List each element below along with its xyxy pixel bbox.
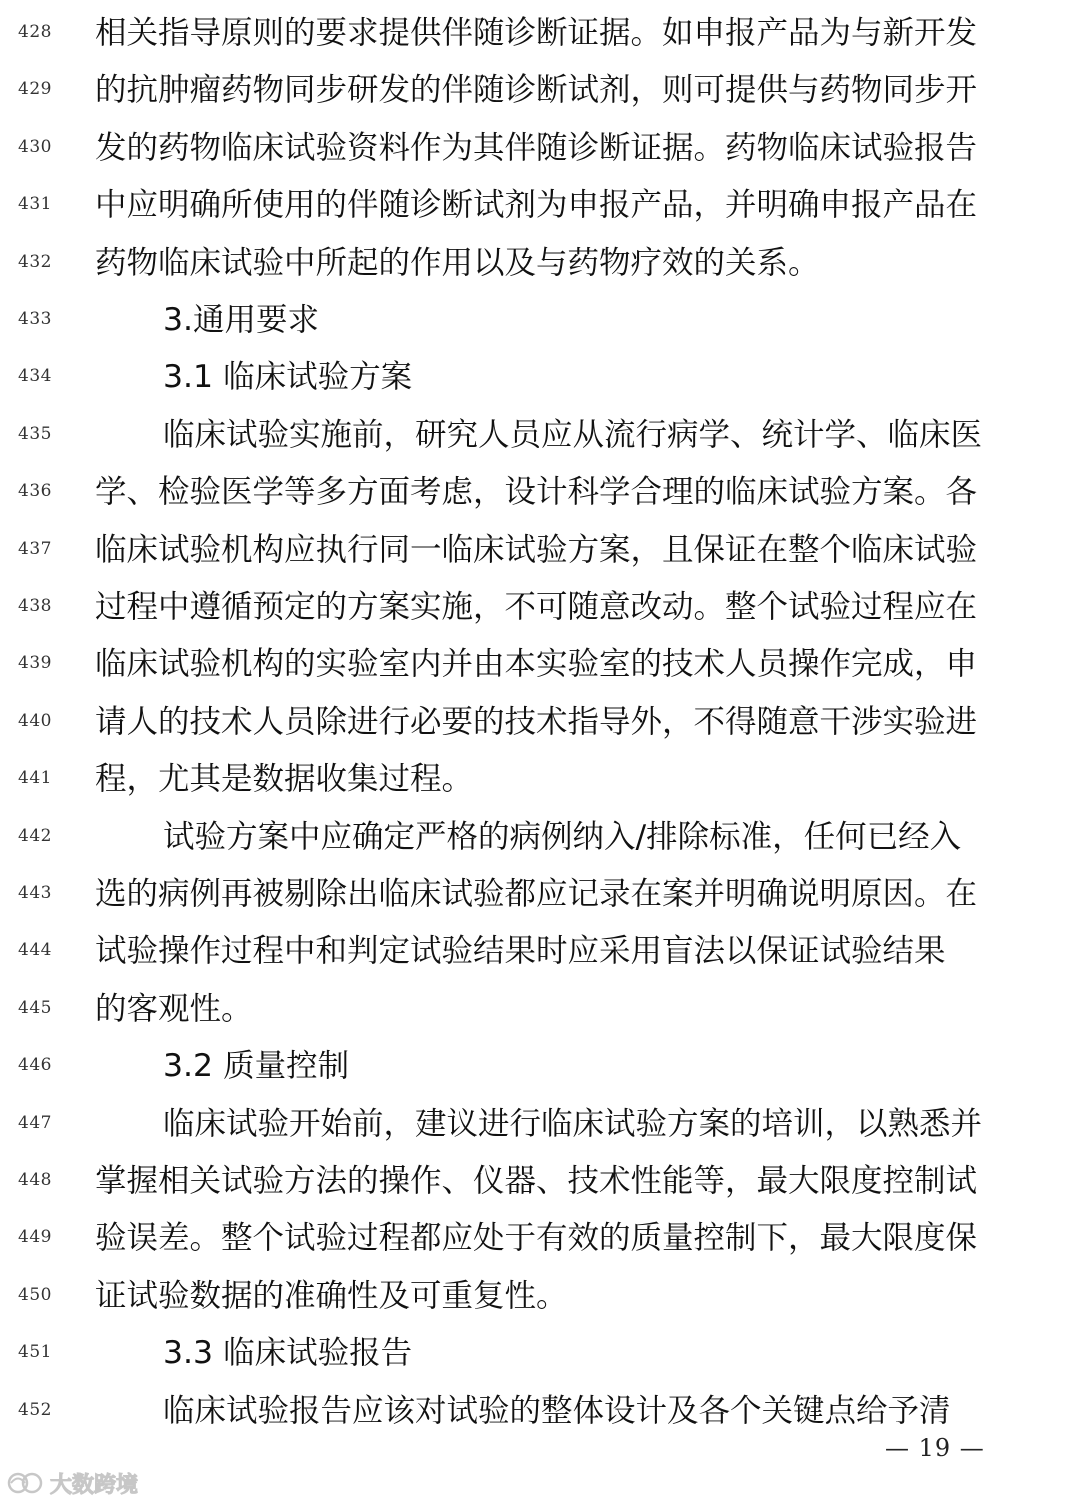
- document-line: [0, 751, 1080, 808]
- line-number: 436: [18, 481, 52, 502]
- line-text: 药物临床试验中所起的作用以及与药物疗效的关系。: [95, 244, 820, 281]
- document-line: [0, 522, 1080, 579]
- document-line: [0, 5, 1080, 62]
- line-text: 过程中遵循预定的方案实施，不可随意改动。整个试验过程应在: [95, 589, 978, 625]
- document-line: [0, 62, 1080, 119]
- document-line: [0, 1096, 1080, 1153]
- document-line: [0, 579, 1080, 636]
- line-text: 3.通用要求: [163, 302, 320, 338]
- document-line: [0, 1325, 1080, 1382]
- document-line: [0, 1210, 1080, 1267]
- line-number: 451: [18, 1342, 52, 1363]
- document-line: [0, 120, 1080, 177]
- line-text: 选的病例再被剔除出临床试验都应记录在案并明确说明原因。在: [95, 876, 978, 912]
- document-line: [0, 464, 1080, 521]
- line-number: 445: [18, 997, 52, 1018]
- line-number: 446: [18, 1055, 52, 1076]
- line-number: 448: [18, 1170, 52, 1190]
- watermark-text: 大数跨境: [50, 1472, 139, 1498]
- document-line: [0, 177, 1080, 234]
- document-line: [0, 1038, 1080, 1095]
- document-line: [0, 981, 1080, 1038]
- line-text: 中应明确所使用的伴随诊断试剂为申报产品，并明确申报产品在: [95, 187, 978, 224]
- line-text: 临床试验报告应该对试验的整体设计及各个关键点给予清: [163, 1392, 951, 1429]
- document-line: [0, 1153, 1080, 1210]
- line-text: 请人的技术人员除进行必要的技术指导外，不得随意干涉实验进: [95, 703, 978, 740]
- line-number: 450: [18, 1284, 52, 1305]
- line-text: 的抗肿瘤药物同步研发的伴随诊断试剂，则可提供与药物同步开: [95, 72, 978, 109]
- line-text: 验误差。整个试验过程都应处于有效的质量控制下，最大限度保: [95, 1220, 978, 1257]
- line-number: 434: [18, 366, 52, 387]
- document-line: [0, 923, 1080, 980]
- document-line: [0, 1268, 1080, 1325]
- line-number: 430: [18, 136, 52, 157]
- line-number: 444: [18, 940, 52, 961]
- page-number: — 19 —: [885, 1434, 985, 1462]
- line-number: 438: [18, 596, 52, 616]
- line-text: 发的药物临床试验资料作为其伴随诊断证据。药物临床试验报告: [95, 129, 978, 166]
- line-number: 432: [18, 251, 52, 272]
- line-number: 440: [18, 710, 52, 731]
- line-text: 证试验数据的准确性及可重复性。: [95, 1277, 568, 1314]
- line-number: 449: [18, 1227, 52, 1248]
- line-text: 临床试验实施前，研究人员应从流行病学、统计学、临床医: [163, 416, 983, 453]
- line-text: 掌握相关试验方法的操作、仪器、技术性能等，最大限度控制试: [95, 1163, 978, 1199]
- document-line: [0, 1383, 1080, 1440]
- document-line: [0, 349, 1080, 406]
- document-line: [0, 866, 1080, 923]
- line-text: 试验方案中应确定严格的病例纳入/排除标准，任何已经入: [163, 818, 962, 855]
- line-number: 437: [18, 538, 52, 559]
- line-number: 442: [18, 825, 52, 846]
- document-line: [0, 407, 1080, 464]
- line-number: 452: [18, 1399, 52, 1420]
- line-text: 3.1 临床试验方案: [163, 359, 413, 396]
- line-number: 447: [18, 1112, 52, 1133]
- line-text: 临床试验开始前，建议进行临床试验方案的培训，以熟悉并: [163, 1105, 983, 1142]
- line-text: 的客观性。: [95, 990, 253, 1027]
- line-text: 临床试验机构应执行同一临床试验方案，且保证在整个临床试验: [95, 531, 978, 568]
- line-text: 3.2 质量控制: [163, 1048, 350, 1085]
- watermark: [6, 1466, 138, 1500]
- line-number: 439: [18, 653, 52, 674]
- brand-logo-icon: [6, 1468, 46, 1498]
- line-number: 435: [18, 423, 52, 444]
- line-text: 临床试验机构的实验室内并由本实验室的技术人员操作完成，申: [95, 646, 978, 683]
- line-text: 3.3 临床试验报告: [163, 1335, 413, 1372]
- document-line: [0, 809, 1080, 866]
- line-text: 试验操作过程中和判定试验结果时应采用盲法以保证试验结果: [95, 933, 946, 970]
- line-number: 428: [18, 22, 52, 42]
- document-line: [0, 235, 1080, 292]
- document-line: [0, 636, 1080, 693]
- line-text: 相关指导原则的要求提供伴随诊断证据。如申报产品为与新开发: [95, 15, 978, 51]
- line-number: 433: [18, 309, 52, 329]
- document-line: [0, 694, 1080, 751]
- line-text: 程，尤其是数据收集过程。: [95, 761, 474, 798]
- line-text: 学、检验医学等多方面考虑，设计科学合理的临床试验方案。各: [95, 474, 978, 511]
- document-line: [0, 292, 1080, 349]
- line-number: 429: [18, 79, 52, 100]
- line-number: 431: [18, 194, 52, 215]
- line-number: 441: [18, 768, 52, 789]
- line-number: 443: [18, 883, 52, 903]
